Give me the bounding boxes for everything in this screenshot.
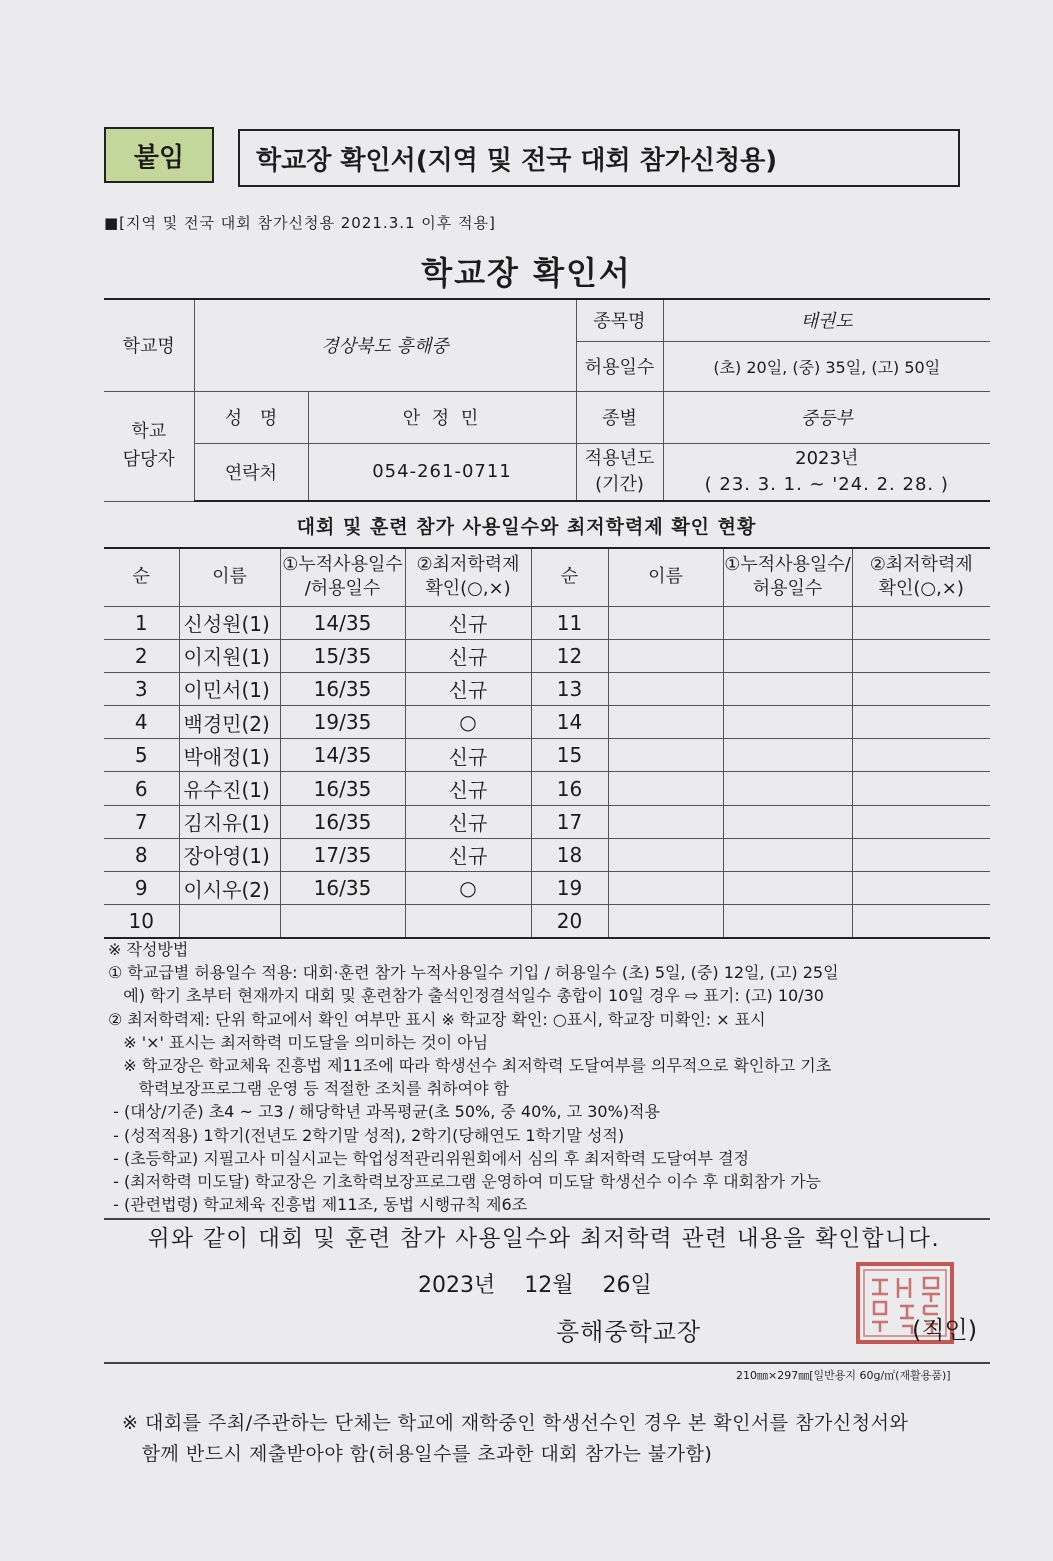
col-check: ②최저학력제 확인(○,×) [405, 548, 531, 606]
roster-table [104, 547, 990, 939]
student-name: 장아영(1) [179, 838, 280, 871]
document-title: 학교장 확인서 [421, 254, 632, 292]
col-days: ①누적사용일수 /허용일수 [280, 548, 405, 606]
used-days-right [723, 772, 852, 805]
allow-value: (초) 20일, (중) 35일, (고) 50일 [663, 341, 990, 391]
col-days-right: ①누적사용일수/ 허용일수 [723, 548, 852, 606]
student-name: 신성원(1) [179, 606, 280, 639]
student-name-right [608, 838, 723, 871]
col-name-right: 이름 [608, 548, 723, 606]
year-cell [663, 443, 990, 501]
paper-spec: 210㎜×297㎜[일반용지 60g/㎡(재활용품)] [736, 1369, 951, 1382]
academic-check [405, 905, 531, 938]
student-name: 이지원(1) [179, 639, 280, 672]
student-name-right [608, 905, 723, 938]
table-row [104, 672, 990, 705]
academic-check: 신규 [405, 739, 531, 772]
academic-check-right [852, 872, 990, 905]
row-number-right: 14 [531, 706, 608, 739]
used-days: 16/35 [280, 872, 405, 905]
used-days-right [723, 905, 852, 938]
student-name: 이민서(1) [179, 672, 280, 705]
used-days-right [723, 739, 852, 772]
confirm-statement: 위와 같이 대회 및 훈련 참가 사용일수와 최저학력 관련 내용을 확인합니다. [147, 1226, 941, 1252]
row-number-right: 12 [531, 639, 608, 672]
row-number-right: 20 [531, 905, 608, 938]
academic-check: 신규 [405, 606, 531, 639]
type-label: 종별 [576, 391, 663, 443]
academic-check: ○ [405, 706, 531, 739]
col-no: 순 [104, 548, 179, 606]
method-line: - (성적적용) 1학기(전년도 2학기말 성적), 2학기(당해연도 1학기말 성적) [108, 1125, 625, 1145]
student-name: 김지유(1) [179, 805, 280, 838]
contact-label: 연락처 [194, 443, 308, 501]
table-row [104, 838, 990, 871]
writing-method [108, 938, 998, 1216]
applicability-note: ■[지역 및 전국 대회 참가신청용 2021.3.1 이후 적용] [104, 214, 496, 232]
issue-date: 2023년 12월 26일 [418, 1273, 652, 1298]
row-number-right: 18 [531, 838, 608, 871]
student-name-right [608, 772, 723, 805]
method-line: - (관련법령) 학교체육 진흥법 제11조, 동법 시행규칙 제6조 [108, 1195, 528, 1215]
academic-check-right [852, 805, 990, 838]
table-row [104, 639, 990, 672]
attachment-badge: 붙임 [104, 127, 214, 183]
col-check-right: ②최저학력제 확인(○,×) [852, 548, 990, 606]
row-number-right: 11 [531, 606, 608, 639]
used-days-right [723, 706, 852, 739]
col-name: 이름 [179, 548, 280, 606]
footer-line: ※ 대회를 주최/주관하는 단체는 학교에 재학중인 학생선수인 경우 본 확인서를 참가신청서와 [122, 1412, 909, 1434]
student-name-right [608, 672, 723, 705]
seal-label: (직인) [912, 1316, 978, 1344]
student-name-right [608, 706, 723, 739]
used-days: 17/35 [280, 838, 405, 871]
principal-name: 흥해중학교장 [556, 1318, 702, 1346]
student-name: 이시우(2) [179, 872, 280, 905]
sport-value: 태권도 [663, 299, 990, 341]
student-name-right [608, 639, 723, 672]
status-subtitle: 대회 및 훈련 참가 사용일수와 최저학력제 확인 현황 [296, 516, 757, 538]
used-days: 14/35 [280, 606, 405, 639]
footer-line: 함께 반드시 제출받아야 함(허용일수를 초과한 대회 참가는 불가함) [122, 1443, 713, 1465]
used-days-right [723, 639, 852, 672]
academic-check-right [852, 639, 990, 672]
table-row [104, 739, 990, 772]
academic-check: 신규 [405, 838, 531, 871]
table-row [104, 706, 990, 739]
student-name: 유수진(1) [179, 772, 280, 805]
divider [104, 1218, 990, 1220]
used-days: 19/35 [280, 706, 405, 739]
student-name-right [608, 872, 723, 905]
row-number-right: 15 [531, 739, 608, 772]
row-number: 9 [104, 872, 179, 905]
year-label: 적용년도 (기간) [576, 443, 663, 501]
student-name-right [608, 606, 723, 639]
academic-check-right [852, 672, 990, 705]
method-line: 학력보장프로그램 운영 등 적절한 조치를 취하여야 함 [108, 1079, 510, 1099]
row-number: 5 [104, 739, 179, 772]
table-row [104, 872, 990, 905]
school-value: 경상북도 흥해중 [194, 299, 576, 391]
academic-check-right [852, 706, 990, 739]
academic-check-right [852, 606, 990, 639]
method-line: - (최저학력 미도달) 학교장은 기초학력보장프로그램 운영하여 미도달 학생선수 이수 후 대회참가 가능 [108, 1172, 821, 1192]
row-number: 6 [104, 772, 179, 805]
type-value: 중등부 [663, 391, 990, 443]
manager-label: 학교 담당자 [104, 391, 194, 501]
year-value: 2023년 [795, 447, 859, 469]
method-line: ① 학교급별 허용일수 적용: 대회·훈련 참가 누적사용일수 기입 / 허용일수 (초) 5일, (중) 12일, (고) 25일 [108, 963, 839, 983]
school-label: 학교명 [104, 299, 194, 391]
col-no-right: 순 [531, 548, 608, 606]
student-name: 백경민(2) [179, 706, 280, 739]
student-name: 박애정(1) [179, 739, 280, 772]
used-days: 15/35 [280, 639, 405, 672]
academic-check-right [852, 772, 990, 805]
row-number-right: 13 [531, 672, 608, 705]
used-days: 16/35 [280, 772, 405, 805]
sport-label: 종목명 [576, 299, 663, 341]
used-days: 16/35 [280, 672, 405, 705]
used-days-right [723, 606, 852, 639]
row-number-right: 17 [531, 805, 608, 838]
student-name-right [608, 739, 723, 772]
method-line: 예) 학기 초부터 현재까지 대회 및 훈련참가 출석인정결석일수 총합이 10일 경우 ⇨ 표기: (고) 10/30 [108, 986, 824, 1006]
row-number: 1 [104, 606, 179, 639]
row-number-right: 19 [531, 872, 608, 905]
method-line: ※ 학교장은 학교체육 진흥법 제11조에 따라 학생선수 최저학력 도달여부를 의무적으로 확인하고 기초 [108, 1056, 832, 1076]
row-number: 7 [104, 805, 179, 838]
table-row [104, 805, 990, 838]
footer-note [122, 1408, 908, 1470]
row-number: 2 [104, 639, 179, 672]
name-label: 성 명 [194, 391, 308, 443]
used-days-right [723, 805, 852, 838]
table-row [104, 905, 990, 938]
row-number-right: 16 [531, 772, 608, 805]
method-line: ② 최저학력제: 단위 학교에서 확인 여부만 표시 ※ 학교장 확인: ○표시, 학교장 미확인: × 표시 [108, 1009, 766, 1029]
info-table [104, 298, 990, 502]
row-number: 10 [104, 905, 179, 938]
academic-check: 신규 [405, 672, 531, 705]
allow-label: 허용일수 [576, 341, 663, 391]
contact-value: 054-261-0711 [308, 443, 576, 501]
row-number: 4 [104, 706, 179, 739]
header-title: 학교장 확인서(지역 및 전국 대회 참가신청용) [238, 129, 960, 187]
academic-check: 신규 [405, 805, 531, 838]
student-name [179, 905, 280, 938]
used-days [280, 905, 405, 938]
student-name-right [608, 805, 723, 838]
academic-check: ○ [405, 872, 531, 905]
row-number: 3 [104, 672, 179, 705]
table-row [104, 772, 990, 805]
table-row [104, 606, 990, 639]
name-value: 안 정 민 [308, 391, 576, 443]
academic-check: 신규 [405, 772, 531, 805]
academic-check-right [852, 739, 990, 772]
method-line: - (초등학교) 지필고사 미실시교는 학업성적관리위원회에서 심의 후 최저학력 도달여부 결정 [108, 1148, 749, 1168]
academic-check-right [852, 905, 990, 938]
method-line: - (대상/기준) 초4 ~ 고3 / 해당학년 과목평균(초 50%, 중 40%, 고 30%)적용 [108, 1102, 660, 1122]
academic-check-right [852, 838, 990, 871]
used-days: 14/35 [280, 739, 405, 772]
used-days-right [723, 872, 852, 905]
period-value: ( 23. 3. 1. ~ '24. 2. 28. ) [704, 473, 949, 495]
used-days-right [723, 838, 852, 871]
method-heading: ※ 작성방법 [108, 940, 189, 959]
academic-check: 신규 [405, 639, 531, 672]
used-days: 16/35 [280, 805, 405, 838]
row-number: 8 [104, 838, 179, 871]
method-line: ※ '×' 표시는 최저학력 미도달을 의미하는 것이 아님 [108, 1032, 489, 1052]
used-days-right [723, 672, 852, 705]
divider [104, 1362, 990, 1364]
